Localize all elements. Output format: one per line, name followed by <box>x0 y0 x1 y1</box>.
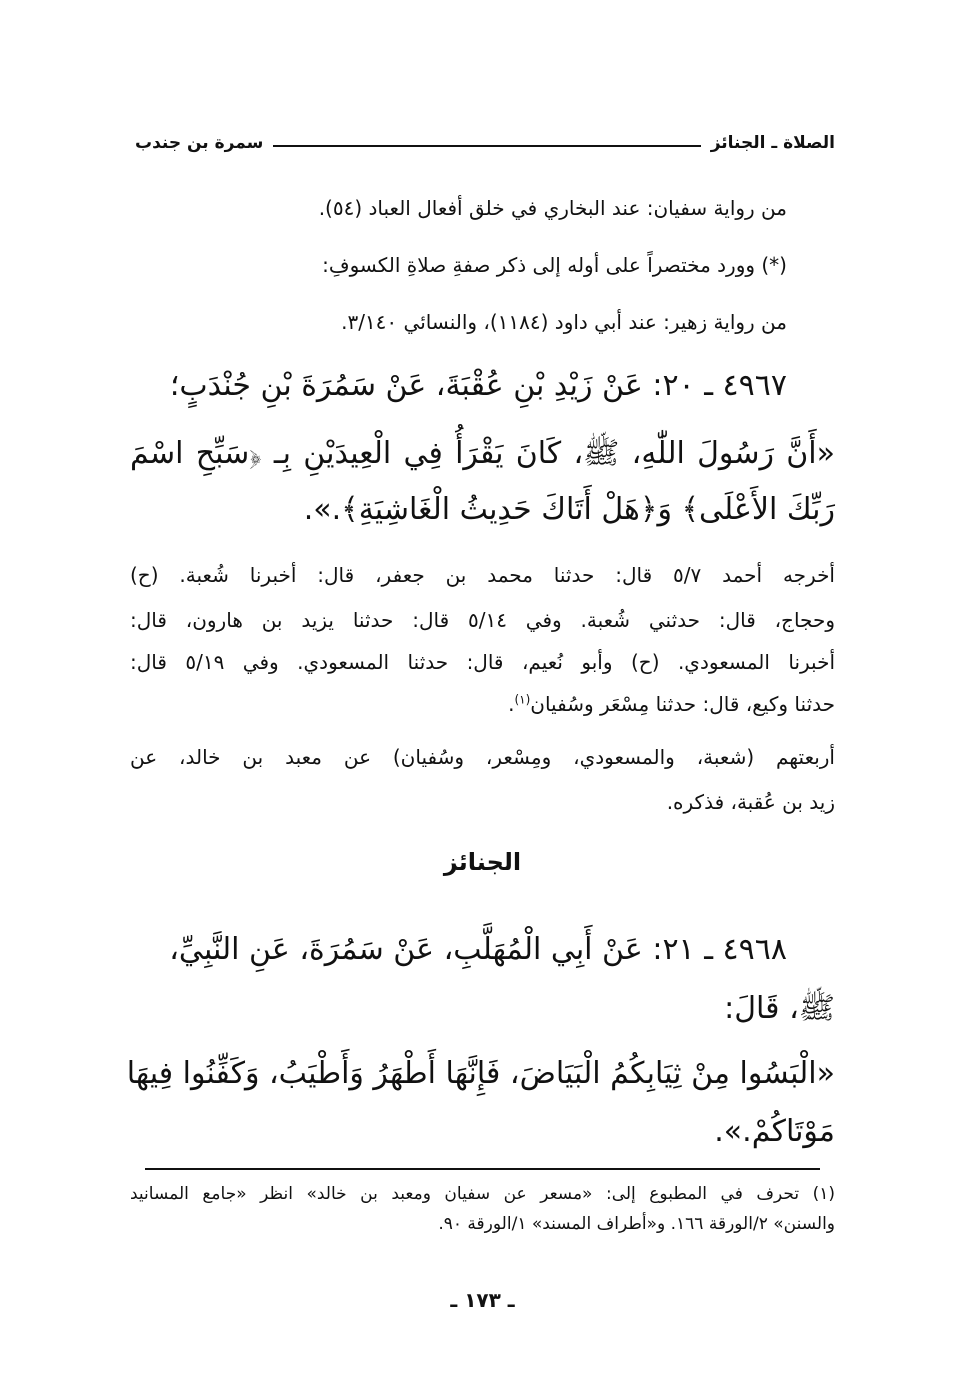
footnote-marker: (١) <box>514 692 531 707</box>
hadith-4967-line: ٤٩٦٧ ـ ٢٠: عَنْ زَيْدِ بْنِ عُقْبَةَ، عَنْ سَمُرَةَ بْنِ جُنْدَبٍ؛ <box>169 368 787 403</box>
takhrij-line: أخرجه أحمد ٥/٧ قال: حدثنا محمد بن جعفر، قال: أخبرنا شُعبة. (ح) <box>130 563 835 587</box>
header-chapter-title: الصلاة ـ الجنائز <box>710 133 835 153</box>
header-rule <box>273 145 700 147</box>
header-narrator-title: سمرة بن جندب <box>135 133 264 153</box>
hadith-4967-line: «أَنَّ رَسُولَ اللّٰهِ، ﷺ، كَانَ يَقْرَأُ فِي الْعِيدَيْنِ بِـ ﴿سَبِّحِ اسْمَ <box>130 436 835 471</box>
hadith-4968-line: مَوْتَاكُمْ.». <box>714 1114 835 1149</box>
takhrij-text-end: . <box>508 692 515 716</box>
takhrij-line <box>130 692 835 716</box>
footnote-separator <box>145 1168 820 1170</box>
text-line: (*) وورد مختصراً على أوله إلى ذكر صفةِ صلاةِ الكسوفِ: <box>322 253 787 277</box>
hadith-4967-line: رَبِّكَ الأَعْلَى﴾ وَ﴿هَلْ أَتَاكَ حَدِيثُ الْغَاشِيَةِ﴾.». <box>303 492 835 527</box>
footnote-line: (١) تحرف في المطبوع إلى: «مسعر عن سفيان ومعبد بن خالد» انظر «جامع المسانيد <box>130 1184 835 1204</box>
hadith-4968-line: ٤٩٦٨ ـ ٢١: عَنْ أَبِي الْمُهَلَّبِ، عَنْ سَمُرَةَ، عَنِ النَّبِيِّ، <box>169 932 787 967</box>
hadith-4968-line: ﷺ، قَالَ: <box>724 991 835 1026</box>
takhrij-text: حدثنا وكيع، قال: حدثنا مِسْعَر وسُفيان <box>530 692 835 716</box>
text-line: من رواية سفيان: عند البخاري في خلق أفعال العباد (٥٤). <box>318 196 787 220</box>
takhrij-line: أخبرنا المسعودي. (ح) وأبو نُعيم، قال: حدثنا المسعودي. وفي ٥/١٩ قال: <box>130 650 836 674</box>
hadith-4968-line: «الْبَسُوا مِنْ ثِيَابِكُمُ الْبَيَاضَ، فَإِنَّهَا أَطْهَرُ وَأَطْيَبُ، وَكَفِّنُوا فِيهَا <box>126 1056 835 1091</box>
takhrij-line: وحجاج، قال: حدثني شُعبة. وفي ٥/١٤ قال: حدثنا يزيد بن هارون، قال: <box>130 608 835 632</box>
takhrij-line: زيد بن عُقبة، فذكره. <box>666 790 835 814</box>
takhrij-line: أربعتهم (شعبة، والمسعودي، ومِسْعر، وسُفيان) عن معبد بن خالد، عن <box>130 745 835 769</box>
section-heading: الجنائز <box>443 848 522 876</box>
text-line: من رواية زهير: عند أبي داود (١١٨٤)، والنسائي ٣/١٤٠. <box>341 310 787 334</box>
page-number: ـ ١٧٣ ـ <box>450 1288 515 1312</box>
running-header <box>135 126 835 160</box>
footnote-line: والسنن» ٢/الورقة ١٦٦. و«أطراف المسند» ١/الورقة ٩٠. <box>438 1214 835 1234</box>
